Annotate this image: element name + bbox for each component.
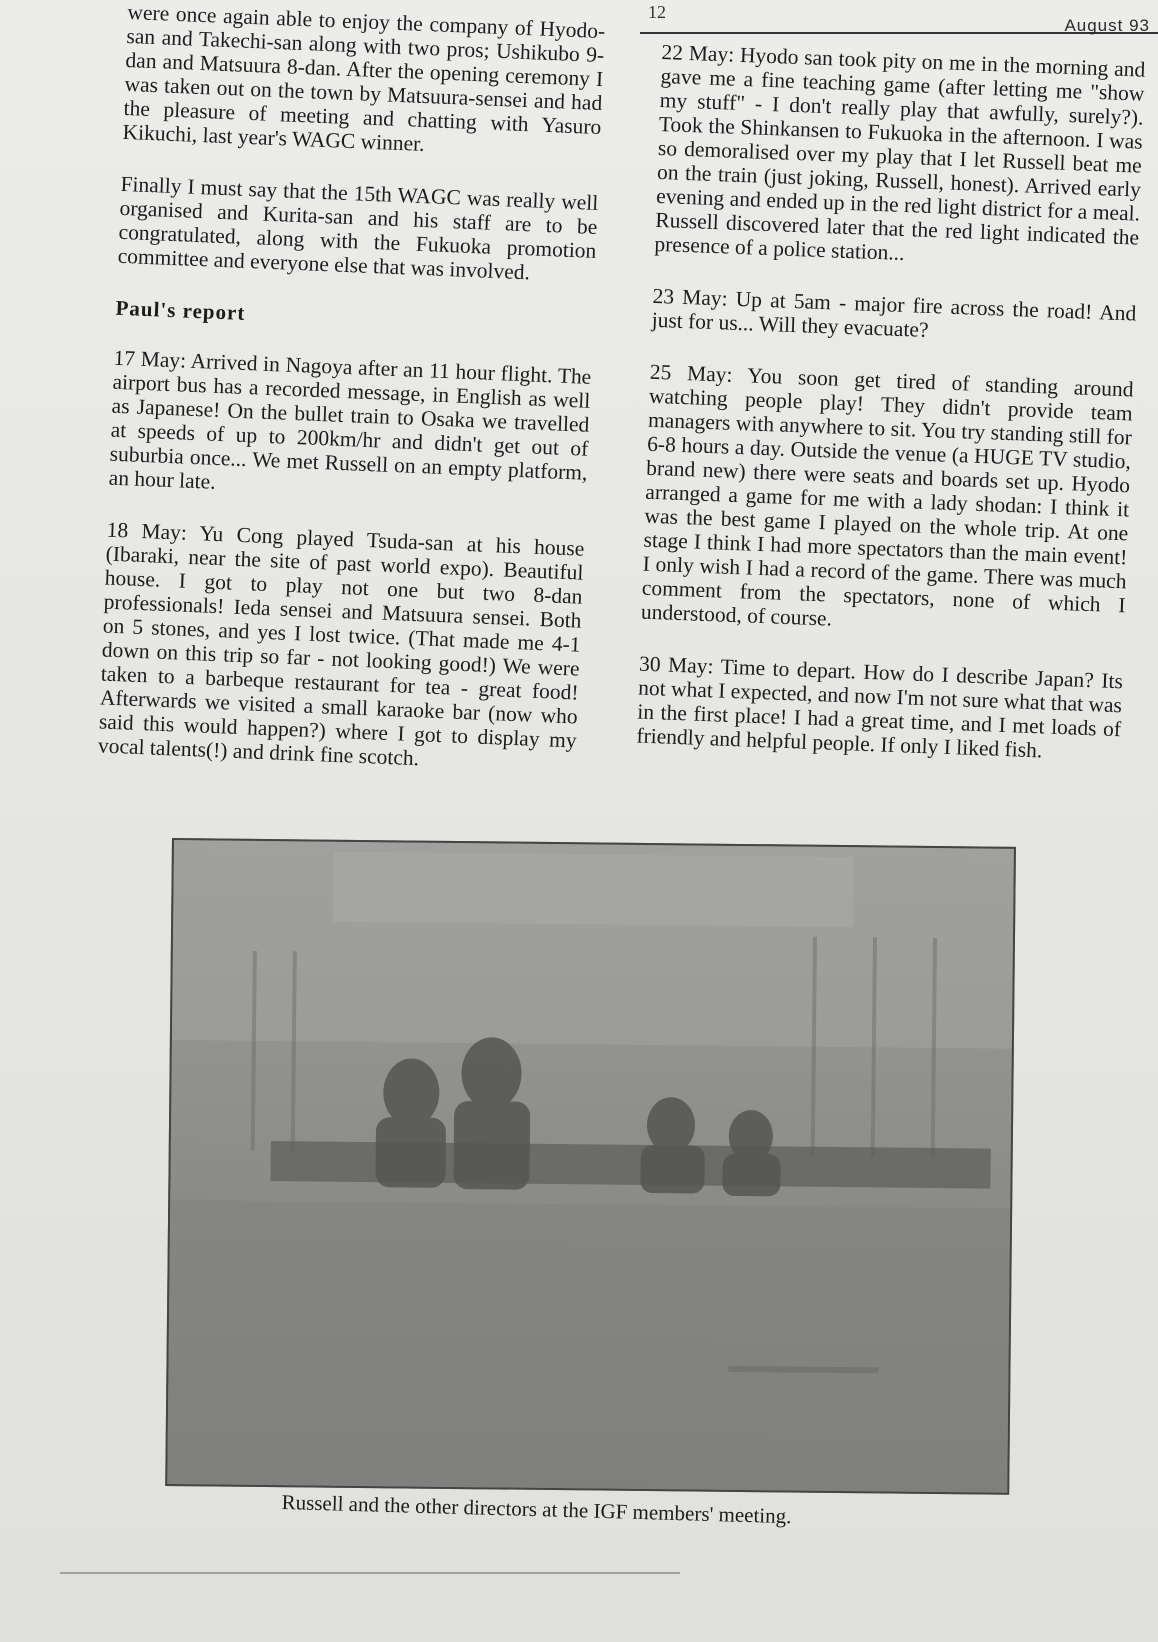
- diary-entry-22-may: 22 May: Hyodo san took pity on me in the morning and gave me a fine teaching game (after letting me "show my stuff" - I don't really play that awfully, surely?). Took the Shinkansen to Fukuoka in the afternoon. I was so demoralised over my play that I let Russell beat me on the train (just joking, Russell, honest). Arrived early evening and ended up in the red light district for a meal. Russell discovered later that the red light indicated the presence of a police station...: [654, 40, 1146, 266]
- issue-date: August 93: [1064, 16, 1150, 35]
- diary-entry-25-may: 25 May: You soon get tired of standing around watching people play! They didn't provide team managers with anywhere to sit. You try standing still for 6-8 hours a day. Outside the venue (a HUGE TV studio, brand new) there were seats and boards set up. Hyodo arranged a game for me with a lady shodan: I think it was the best game I played on the whole trip. At one stage I think I had more spectators than the main event! I only wish I had a record of the game. There was much comment from the spectators, none of which I understood, of course.: [640, 359, 1134, 631]
- right-column: [635, 40, 1146, 793]
- meeting-photo: [165, 838, 1016, 1495]
- diary-entry-23-may: 23 May: Up at 5am - major fire across the road! And just for us... Will they evacuate?: [651, 283, 1137, 342]
- bottom-rule: [60, 1572, 680, 1574]
- intro-paragraph: were once again able to enjoy the company of Hyodo-san and Takechi-san along with two pros; Ushikubo 9-dan and Matsuura 8-dan. After the opening ceremony I was taken out on the town by Matsuura-sensei and had the pleasure of meeting and chatting with Yasuro Kikuchi, last year's WAGC winner.: [122, 0, 606, 157]
- diary-entry-30-may: 30 May: Time to depart. How do I describe Japan? Its not what I expected, and now I'm not sure what that was in the first place! I had a great time, and I met loads of friendly and helpful people. If only I liked fish.: [636, 651, 1124, 763]
- section-heading: Paul's report: [115, 295, 246, 325]
- page-number: 12: [648, 2, 666, 22]
- left-column: [96, 0, 605, 805]
- meeting-photo-image: [167, 840, 1014, 1493]
- photo-caption: Russell and the other directors at the IGF members' meeting.: [281, 1490, 792, 1529]
- closing-paragraph: Finally I must say that the 15th WAGC was really well organised and Kurita-san and his staff are to be congratulated, along with the Fukuoka promotion committee and everyone else that was involved.: [117, 171, 599, 285]
- diary-entry-18-may: 18 May: Yu Cong played Tsuda-san at his house (Ibaraki, near the site of past world expo). Beautiful house. I got to play not one but two 8-dan professionals! Ieda sensei and Matsuura sensei. Both on 5 stones, and yes I lost twice. (That made me 4-1 down on this trip so far - not looking good!) We were taken to a barbeque restaurant for tea - great food! Afterwards we visited a small karaoke bar (now who said this would happen?) where I got to display my vocal talents(!) and drink fine scotch.: [97, 517, 585, 771]
- diary-entry-17-may: 17 May: Arrived in Nagoya after an 11 hour flight. The airport bus has a recorded message, in English as well as Japanese! On the bullet train to Osaka we travelled at speeds of up to 200km/hr and didn't get out of suburbia once... We met Russell on an empty platform, an hour late.: [108, 345, 592, 494]
